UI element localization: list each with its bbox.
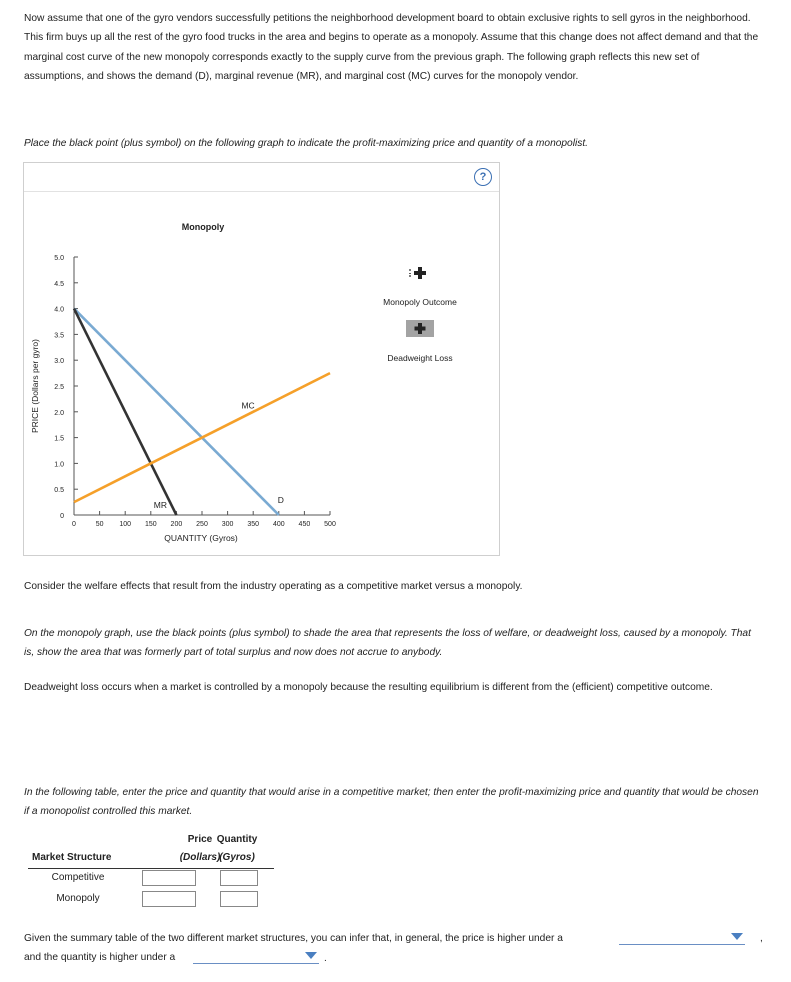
price-header: Price: [187, 834, 213, 845]
mc-label: MC: [241, 400, 255, 411]
summary-text-1: Given the summary table of the two different market structures, you can infer that, in general, the price is higher under a: [24, 933, 563, 944]
welfare-intro: Consider the welfare effects that result from the industry operating as a competitive market versus a monopoly.: [24, 581, 523, 592]
row-monopoly-label: Monopoly: [56, 893, 100, 904]
monopoly-chart[interactable]: [24, 163, 499, 555]
x-tick-label: 450: [298, 521, 311, 528]
quantity-header: Quantity: [216, 834, 258, 845]
y-tick-label: 1.0: [54, 461, 64, 469]
x-tick-label: 500: [324, 521, 336, 528]
mc-curve: [74, 373, 330, 502]
x-tick-label: 100: [119, 521, 132, 528]
monopoly-price-input[interactable]: [142, 891, 196, 907]
deadweight-explanation: Deadweight loss occurs when a market is controlled by a monopoly because the resulting equilibrium is different from the (efficient) competitive outcome.: [24, 682, 713, 693]
summary-line-2: [24, 948, 175, 967]
price-unit-header: (Dollars): [179, 852, 221, 863]
x-tick-label: 50: [95, 521, 104, 528]
plus-icon-black: [409, 267, 426, 279]
chart-series: [74, 309, 330, 515]
competitive-price-input[interactable]: [142, 870, 196, 886]
x-tick-label: 300: [221, 521, 234, 528]
competitive-quantity-input[interactable]: [220, 870, 258, 886]
y-tick-label: 0: [60, 513, 64, 520]
table-instruction: In the following table, enter the price and quantity that would arise in a competitive market; then enter the profit-maximizing price and quantity that would be chosen if a monopolist controlled this market.: [24, 787, 759, 818]
intro-paragraph: Now assume that one of the gyro vendors successfully petitions the neighborhood development board to obtain exclusive rights to sell gyros in the neighborhood. This firm buys up all the rest of the gyro food trucks in the area and begins to operate as a monopoly. Assume that this change does not affect demand and that the marginal cost curve of the new monopoly corresponds exactly to the supply curve from the previous graph. The following graph reflects this new set of assumptions, and shows the demand (D), marginal revenue (MR), and marginal cost (MC) curves for the monopoly vendor.: [24, 13, 759, 82]
table-header-divider: [28, 868, 274, 869]
monopoly-quantity-input[interactable]: [220, 891, 258, 907]
demand-label: D: [277, 495, 284, 505]
x-tick-label: 0: [72, 521, 76, 528]
y-tick-label: 5.0: [54, 255, 64, 262]
x-axis-label: QUANTITY (Gyros): [164, 533, 238, 543]
quantity-higher-dropdown[interactable]: [193, 949, 319, 964]
mr-curve: [74, 309, 176, 515]
d-curve: [74, 309, 279, 515]
y-tick-label: 4.0: [54, 306, 64, 314]
market-structure-header: Market Structure: [32, 852, 112, 863]
deadweight-loss-tool[interactable]: [387, 320, 452, 363]
y-axis-label: PRICE (Dollars per gyro): [30, 339, 40, 433]
x-tick-label: 250: [196, 521, 208, 528]
summary-line-1: [24, 929, 563, 948]
chevron-down-icon: [305, 952, 317, 959]
monopoly-outcome-tool[interactable]: [383, 267, 457, 307]
y-tick-label: 0.5: [54, 487, 64, 495]
x-tick-label: 150: [144, 521, 157, 528]
y-tick-label: 3.5: [54, 332, 64, 340]
y-tick-label: 2.5: [54, 384, 64, 391]
mr-label: MR: [153, 500, 168, 510]
chart-title: Monopoly: [181, 222, 225, 232]
graph-instruction: Place the black point (plus symbol) on the following graph to indicate the profit-maximizing price and quantity of a monopolist.: [24, 138, 589, 149]
chevron-down-icon: [731, 933, 743, 940]
deadweight-instruction: On the monopoly graph, use the black points (plus symbol) to shade the area that represents the loss of welfare, or deadweight loss, caused by a monopoly. That is, show the area that was formerly part of total surplus and now does not accrue to anybody.: [24, 628, 751, 659]
x-tick-label: 400: [272, 521, 285, 528]
y-tick-label: 2.0: [54, 409, 64, 417]
y-tick-label: 4.5: [54, 280, 64, 288]
row-competitive-label: Competitive: [51, 872, 105, 883]
y-tick-label: 3.0: [54, 358, 64, 366]
deadweight-loss-label: Deadweight Loss: [387, 353, 453, 363]
summary-comma: ,: [760, 933, 763, 944]
summary-period: .: [324, 953, 327, 964]
quantity-unit-header: (Gyros): [219, 852, 255, 863]
help-icon[interactable]: ?: [474, 168, 492, 186]
graph-panel: [23, 162, 500, 556]
x-tick-label: 350: [247, 521, 260, 528]
price-higher-dropdown[interactable]: [619, 930, 745, 945]
monopoly-outcome-label: Monopoly Outcome: [383, 297, 457, 307]
x-tick-label: 200: [170, 521, 183, 528]
y-tick-label: 1.5: [54, 435, 64, 443]
summary-text-2: and the quantity is higher under a: [24, 952, 176, 963]
